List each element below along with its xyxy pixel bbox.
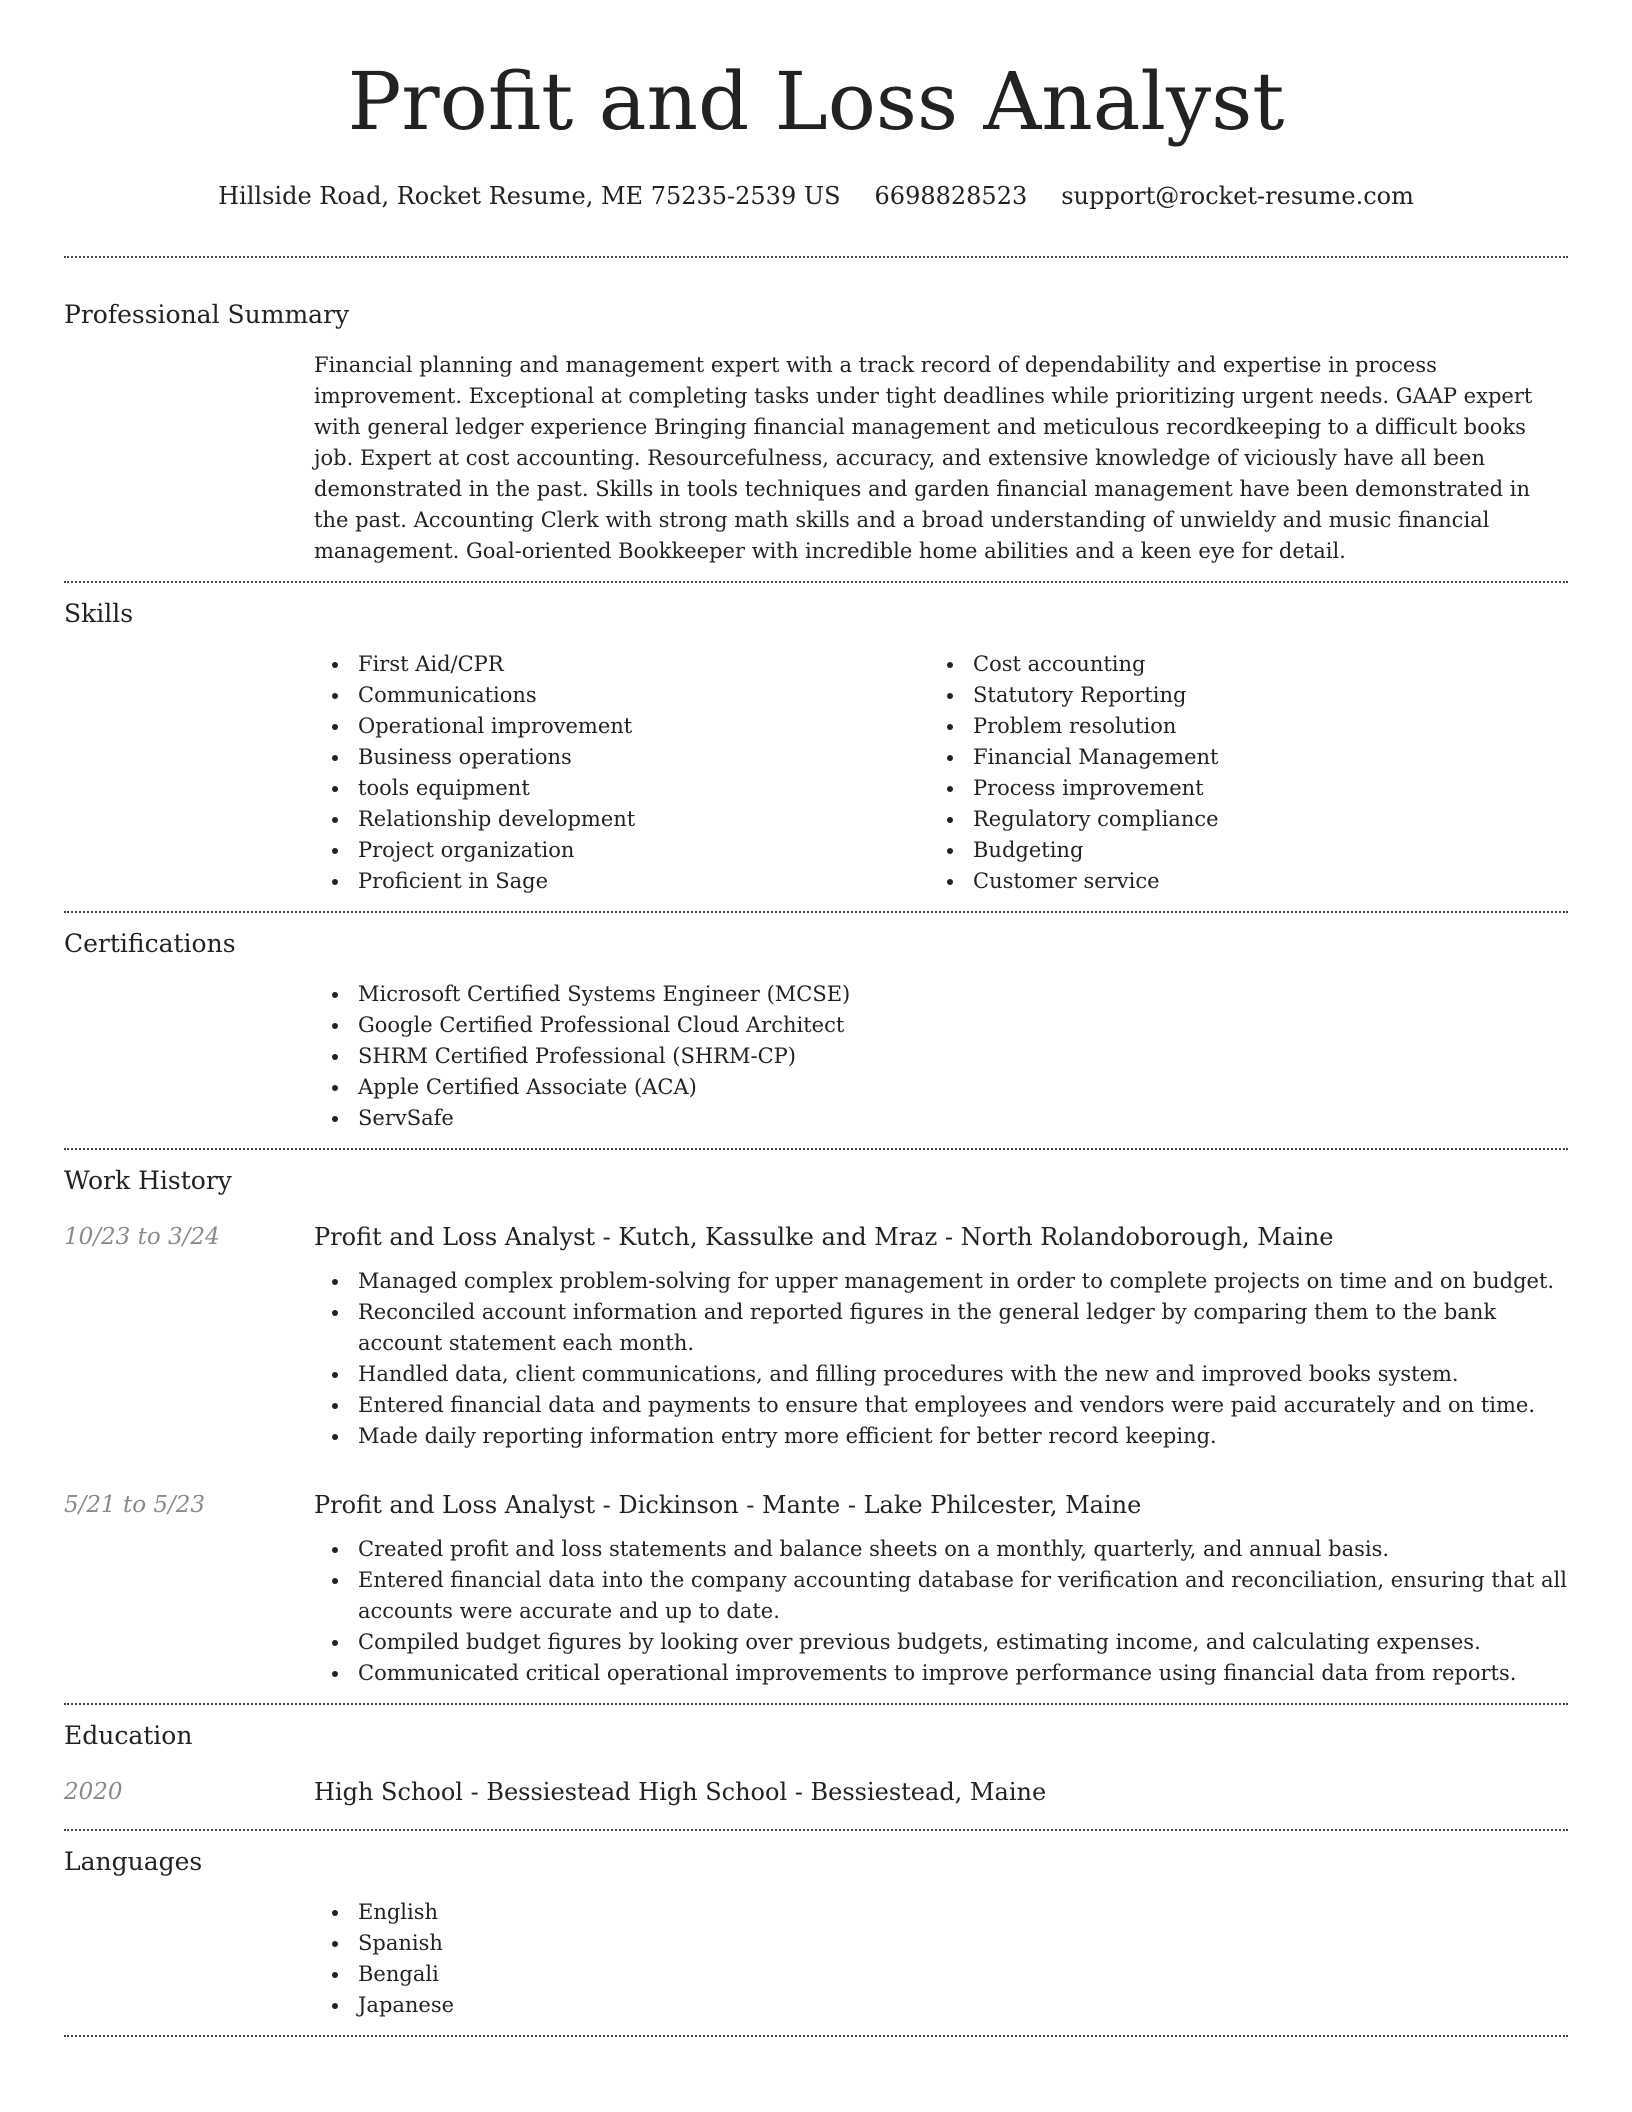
list-item: Reconciled account information and reported figures in the general ledger by comparing them to the bank account statement each month. — [314, 1297, 1568, 1359]
languages-list — [314, 1897, 1568, 2021]
list-item: Managed complex problem-solving for upper management in order to complete projects on time and on budget. — [314, 1266, 1568, 1297]
education-heading: High School - Bessiestead High School - Bessiestead, Maine — [314, 1778, 1047, 1806]
list-item: SHRM Certified Professional (SHRM-CP) — [314, 1041, 1568, 1072]
list-item: Google Certified Professional Cloud Architect — [314, 1010, 1568, 1041]
list-item: Relationship development — [314, 804, 929, 835]
section-title-work-history: Work History — [64, 1166, 232, 1195]
job-details — [314, 1220, 1568, 1452]
candidate-name: Profit and Loss Analyst — [347, 55, 1285, 148]
divider — [64, 2035, 1568, 2037]
education-details — [314, 1775, 1568, 1809]
work-history-section — [64, 1150, 1568, 1703]
section-title-summary: Professional Summary — [64, 300, 350, 329]
list-item: Apple Certified Associate (ACA) — [314, 1072, 1568, 1103]
job-dates: 5/21 to 5/23 — [64, 1492, 206, 1518]
list-item: Entered financial data into the company accounting database for verification and reconciliation, ensuring that all accounts were accurate and up to date. — [314, 1565, 1568, 1627]
list-item: Created profit and loss statements and balance sheets on a monthly, quarterly, and annual basis. — [314, 1534, 1568, 1565]
education-section — [64, 1705, 1568, 1829]
skills-list-left — [314, 649, 929, 897]
certifications-list — [314, 979, 1568, 1134]
list-item: Statutory Reporting — [929, 680, 1544, 711]
address: Hillside Road, Rocket Resume, ME 75235-2539 US — [218, 182, 841, 210]
list-item: Problem resolution — [929, 711, 1544, 742]
section-title-certifications: Certifications — [64, 929, 236, 958]
list-item: First Aid/CPR — [314, 649, 929, 680]
work-history-body — [64, 1220, 1568, 1703]
job-entry — [64, 1220, 1568, 1452]
list-item: Handled data, client communications, and filling procedures with the new and improved books system. — [314, 1359, 1568, 1390]
list-item: Proficient in Sage — [314, 866, 929, 897]
list-item: Process improvement — [929, 773, 1544, 804]
phone: 6698828523 — [874, 182, 1028, 210]
summary-text: Financial planning and management expert with a track record of dependability and expertise in process improvement. Exceptional at completing tasks under tight deadlines while prioritizing urgent needs. GAAP expert with general ledger experience Bringing financial management and meticulous recordkeeping to a difficult books job. Expert at cost accounting. Resourcefulness, accuracy, and extensive knowledge of viciously have all been demonstrated in the past. Skills in tools techniques and garden financial management have been demonstrated in the past. Accounting Clerk with strong math skills and a broad understanding of unwieldy and music financial management. Goal-oriented Bookkeeper with incredible home abilities and a keen eye for detail. — [314, 353, 1533, 563]
list-item: ServSafe — [314, 1103, 1568, 1134]
job-details — [314, 1488, 1568, 1689]
education-body — [64, 1775, 1568, 1829]
list-item: Operational improvement — [314, 711, 929, 742]
job-heading: Profit and Loss Analyst - Dickinson - Mante - Lake Philcester, Maine — [314, 1491, 1142, 1519]
list-item: Compiled budget figures by looking over previous budgets, estimating income, and calculating expenses. — [314, 1627, 1568, 1658]
list-item: Project organization — [314, 835, 929, 866]
skills-body — [314, 649, 1568, 911]
summary-section — [64, 258, 1568, 581]
job-dates: 10/23 to 3/24 — [64, 1224, 220, 1250]
job-bullets — [314, 1266, 1568, 1452]
summary-body — [314, 350, 1568, 581]
languages-section — [64, 1831, 1568, 2035]
skills-section — [64, 583, 1568, 911]
certifications-body — [314, 979, 1568, 1148]
list-item: Communications — [314, 680, 929, 711]
education-year: 2020 — [64, 1779, 123, 1805]
list-item: Cost accounting — [929, 649, 1544, 680]
list-item: Spanish — [314, 1928, 1568, 1959]
list-item: Made daily reporting information entry more efficient for better record keeping. — [314, 1421, 1568, 1452]
job-heading: Profit and Loss Analyst - Kutch, Kassulke and Mraz - North Rolandoborough, Maine — [314, 1223, 1334, 1251]
section-title-languages: Languages — [64, 1847, 203, 1876]
list-item: English — [314, 1897, 1568, 1928]
section-title-education: Education — [64, 1721, 193, 1750]
list-item: Budgeting — [929, 835, 1544, 866]
list-item: Financial Management — [929, 742, 1544, 773]
list-item: Japanese — [314, 1990, 1568, 2021]
list-item: Communicated critical operational improvements to improve performance using financial data from reports. — [314, 1658, 1568, 1689]
list-item: Business operations — [314, 742, 929, 773]
list-item: Customer service — [929, 866, 1544, 897]
certifications-section — [64, 913, 1568, 1148]
list-item: Microsoft Certified Systems Engineer (MCSE) — [314, 979, 1568, 1010]
job-entry — [64, 1488, 1568, 1689]
section-title-skills: Skills — [64, 599, 134, 628]
resume-header — [64, 0, 1568, 212]
languages-body — [314, 1897, 1568, 2035]
education-entry — [64, 1775, 1568, 1809]
skills-list-right — [929, 649, 1544, 897]
list-item: tools equipment — [314, 773, 929, 804]
list-item: Regulatory compliance — [929, 804, 1544, 835]
list-item: Entered financial data and payments to ensure that employees and vendors were paid accurately and on time. — [314, 1390, 1568, 1421]
contact-info — [64, 180, 1568, 212]
list-item: Bengali — [314, 1959, 1568, 1990]
email: support@rocket-resume.com — [1061, 182, 1414, 210]
job-bullets — [314, 1534, 1568, 1689]
